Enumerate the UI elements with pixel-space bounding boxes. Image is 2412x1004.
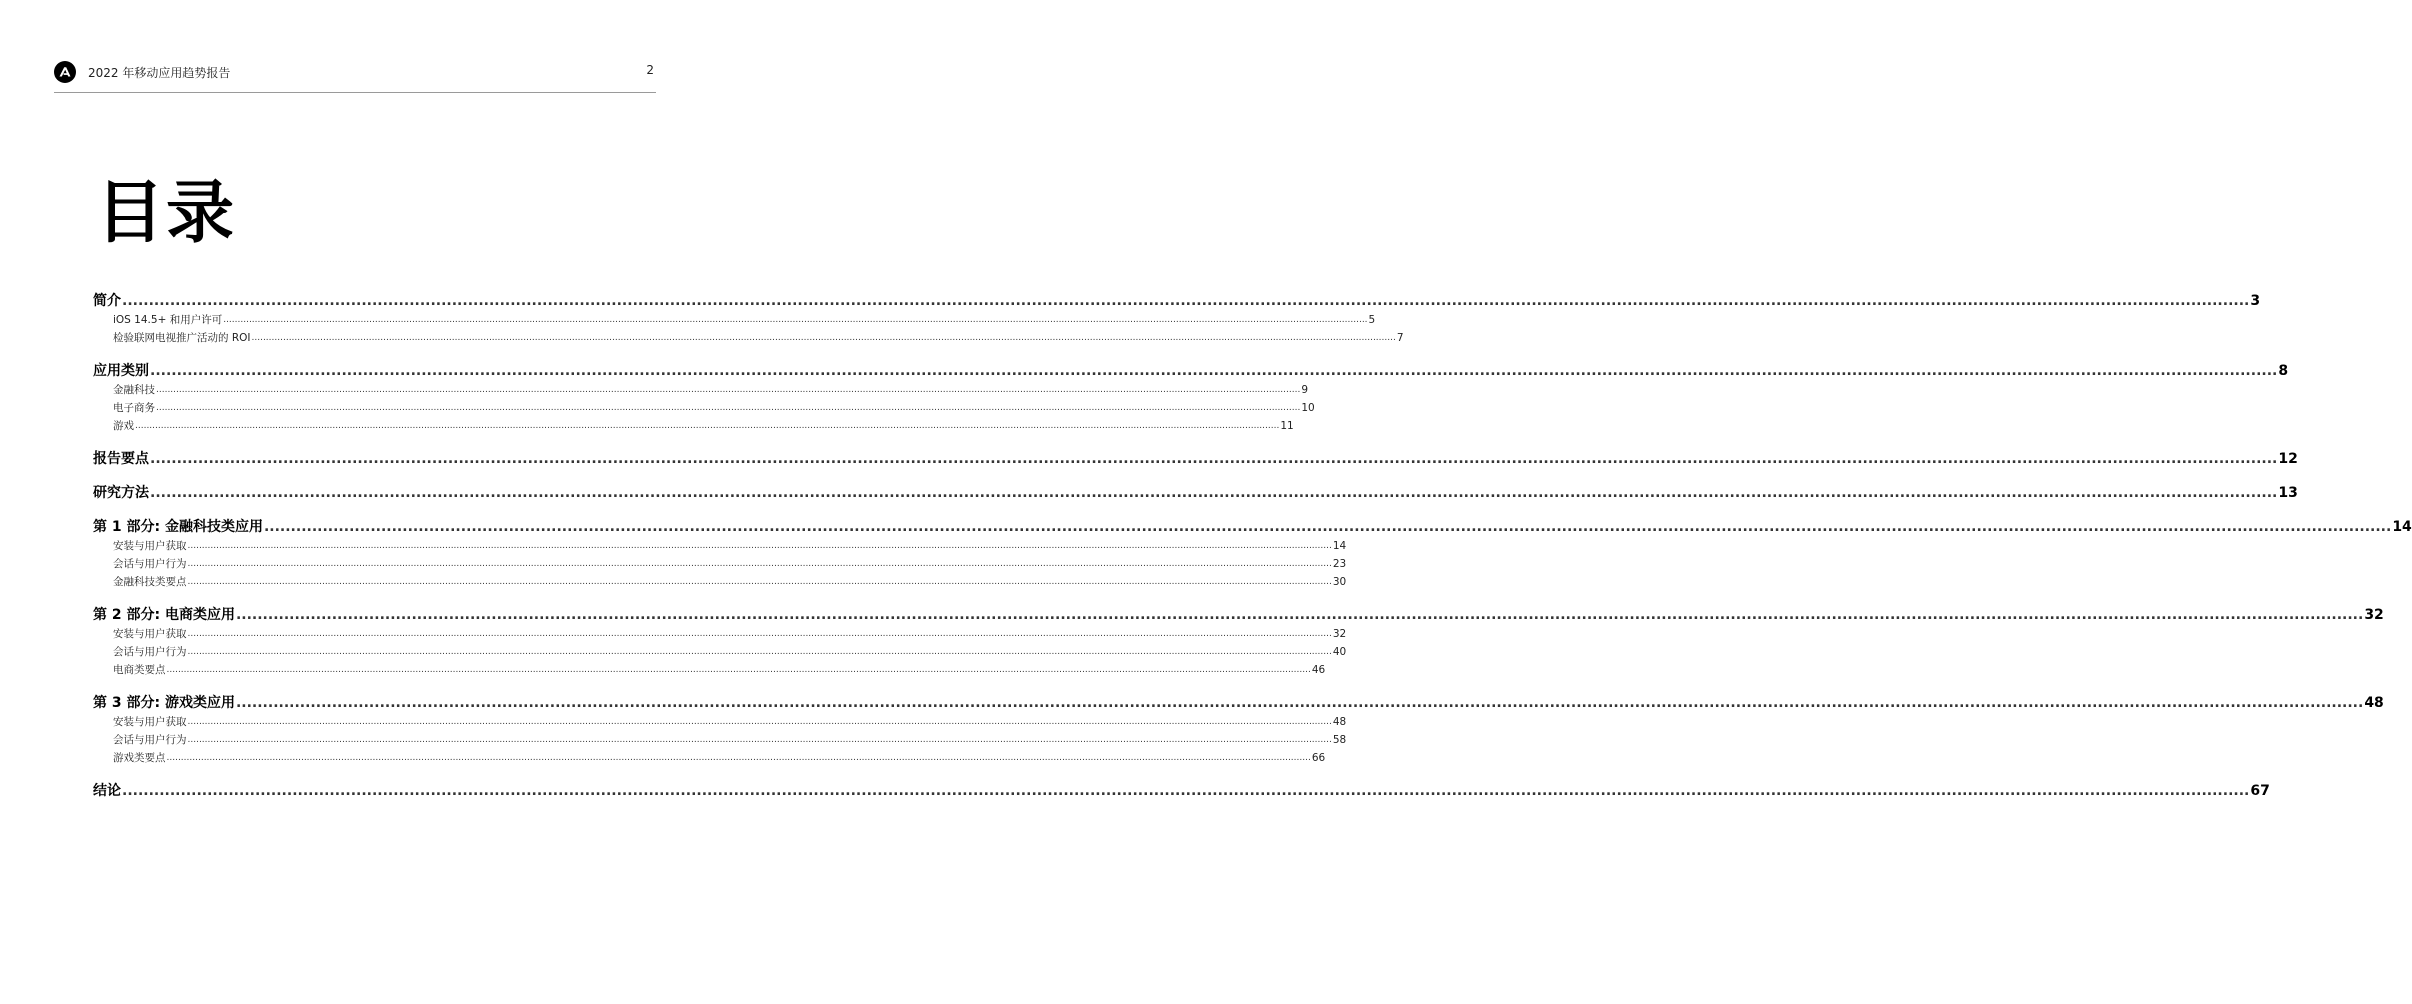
toc-entry-page: 48 [1332, 716, 1347, 728]
dot-leader: ................................................................................................................................................................................................................................................................................................................................................................................................................ [251, 333, 1396, 343]
dot-leader: ................................................................................................................................................................................................................................................................................................................................................................................................................ [187, 541, 1332, 551]
dot-leader: ................................................................................................................................................................................................................................................................................................................................................................................................................ [187, 629, 1332, 639]
toc-entry-page: 5 [1368, 314, 1376, 326]
toc-entry-label: 游戏 [113, 420, 134, 432]
header-divider [54, 92, 656, 93]
section-gap [93, 591, 553, 605]
toc-entry-label: 会话与用户行为 [113, 558, 187, 570]
toc-entry-page: 10 [1301, 402, 1315, 414]
toc-entry-label: 会话与用户行为 [113, 646, 187, 658]
dot-leader: ................................................................................................................................................................................................................................................................................................................................................................................................................ [150, 451, 2278, 467]
toc-entry-label: 电子商务 [113, 402, 155, 414]
dot-leader: ................................................................................................................................................................................................................................................................................................................................................................................................................ [223, 315, 1368, 325]
toc-entry-page: 32 [2364, 607, 2384, 623]
page-number: 2 [646, 63, 654, 77]
dot-leader: ................................................................................................................................................................................................................................................................................................................................................................................................................ [235, 695, 2364, 711]
section-gap [93, 435, 553, 449]
toc-entry-label: 安装与用户获取 [113, 628, 187, 640]
report-title: 2022 年移动应用趋势报告 [88, 66, 231, 80]
section-gap [93, 767, 553, 781]
toc-entry-page: 30 [1332, 576, 1347, 588]
dot-leader: ................................................................................................................................................................................................................................................................................................................................................................................................................ [187, 577, 1332, 587]
toc-subsection[interactable] [93, 537, 1347, 555]
toc-subsection[interactable] [93, 417, 1294, 435]
toc-subsection[interactable] [93, 625, 1347, 643]
toc-entry-label: 第 1 部分: 金融科技类应用 [93, 519, 263, 535]
toc-entry-label: 金融科技 [113, 384, 155, 396]
toc-section[interactable] [93, 483, 2298, 503]
toc-entry-label: 安装与用户获取 [113, 716, 187, 728]
toc-subsection[interactable] [93, 399, 1315, 417]
toc-entry-page: 46 [1311, 664, 1326, 676]
toc-entry-page: 11 [1280, 420, 1294, 432]
toc-subsection[interactable] [93, 573, 1347, 591]
toc-entry-page: 32 [1332, 628, 1347, 640]
toc-section[interactable] [93, 517, 2412, 537]
toc-entry-label: 研究方法 [93, 485, 149, 501]
dot-leader: ................................................................................................................................................................................................................................................................................................................................................................................................................ [150, 485, 2278, 501]
toc-section[interactable] [93, 781, 2270, 801]
toc-entry-label: 报告要点 [93, 451, 149, 467]
toc-entry-page: 67 [2250, 783, 2270, 799]
dot-leader: ................................................................................................................................................................................................................................................................................................................................................................................................................ [263, 519, 2392, 535]
dot-leader: ................................................................................................................................................................................................................................................................................................................................................................................................................ [122, 293, 2250, 309]
toc-entry-label: 结论 [93, 783, 121, 799]
toc-subsection[interactable] [93, 381, 1309, 399]
toc-entry-label: iOS 14.5+ 和用户许可 [113, 314, 223, 326]
dot-leader: ................................................................................................................................................................................................................................................................................................................................................................................................................ [156, 403, 1301, 413]
toc-entry-label: 金融科技类要点 [113, 576, 187, 588]
toc-entry-label: 检验联网电视推广活动的 ROI [113, 332, 251, 344]
toc-entry-page: 3 [2250, 293, 2261, 309]
table-of-contents [93, 291, 2412, 801]
dot-leader: ................................................................................................................................................................................................................................................................................................................................................................................................................ [150, 363, 2278, 379]
toc-entry-label: 第 3 部分: 游戏类应用 [93, 695, 235, 711]
dot-leader: ................................................................................................................................................................................................................................................................................................................................................................................................................ [166, 753, 1311, 763]
toc-subsection[interactable] [93, 555, 1347, 573]
toc-entry-label: 电商类要点 [113, 664, 166, 676]
toc-subsection[interactable] [93, 311, 1376, 329]
toc-subsection[interactable] [93, 713, 1347, 731]
toc-entry-page: 14 [1332, 540, 1347, 552]
toc-entry-label: 游戏类要点 [113, 752, 166, 764]
toc-entry-page: 12 [2278, 451, 2298, 467]
toc-subsection[interactable] [93, 643, 1347, 661]
dot-leader: ................................................................................................................................................................................................................................................................................................................................................................................................................ [235, 607, 2364, 623]
dot-leader: ................................................................................................................................................................................................................................................................................................................................................................................................................ [156, 385, 1301, 395]
page-header [54, 60, 656, 84]
toc-section[interactable] [93, 361, 2289, 381]
toc-subsection[interactable] [93, 731, 1347, 749]
toc-entry-page: 9 [1301, 384, 1309, 396]
toc-entry-page: 23 [1332, 558, 1347, 570]
dot-leader: ................................................................................................................................................................................................................................................................................................................................................................................................................ [166, 665, 1311, 675]
toc-section[interactable] [93, 449, 2298, 469]
toc-entry-label: 第 2 部分: 电商类应用 [93, 607, 235, 623]
toc-section[interactable] [93, 291, 2261, 311]
toc-entry-page: 8 [2278, 363, 2289, 379]
toc-subsection[interactable] [93, 749, 1326, 767]
section-gap [93, 469, 553, 483]
dot-leader: ................................................................................................................................................................................................................................................................................................................................................................................................................ [122, 783, 2250, 799]
toc-entry-page: 14 [2392, 519, 2412, 535]
toc-subsection[interactable] [93, 329, 1404, 347]
toc-entry-label: 简介 [93, 293, 121, 309]
section-gap [93, 503, 553, 517]
toc-entry-label: 会话与用户行为 [113, 734, 187, 746]
section-gap [93, 679, 553, 693]
dot-leader: ................................................................................................................................................................................................................................................................................................................................................................................................................ [187, 735, 1332, 745]
dot-leader: ................................................................................................................................................................................................................................................................................................................................................................................................................ [187, 559, 1332, 569]
toc-section[interactable] [93, 693, 2384, 713]
dot-leader: ................................................................................................................................................................................................................................................................................................................................................................................................................ [187, 717, 1332, 727]
page-title: 目录 [96, 174, 237, 253]
dot-leader: ................................................................................................................................................................................................................................................................................................................................................................................................................ [187, 647, 1332, 657]
toc-entry-page: 48 [2364, 695, 2384, 711]
toc-entry-page: 40 [1332, 646, 1347, 658]
toc-entry-page: 7 [1396, 332, 1404, 344]
toc-section[interactable] [93, 605, 2384, 625]
toc-subsection[interactable] [93, 661, 1326, 679]
section-gap [93, 347, 553, 361]
brand-logo-icon [54, 61, 76, 83]
toc-entry-page: 58 [1332, 734, 1347, 746]
toc-entry-label: 安装与用户获取 [113, 540, 187, 552]
dot-leader: ................................................................................................................................................................................................................................................................................................................................................................................................................ [135, 421, 1280, 431]
toc-entry-page: 13 [2278, 485, 2298, 501]
toc-entry-label: 应用类别 [93, 363, 149, 379]
toc-entry-page: 66 [1311, 752, 1326, 764]
